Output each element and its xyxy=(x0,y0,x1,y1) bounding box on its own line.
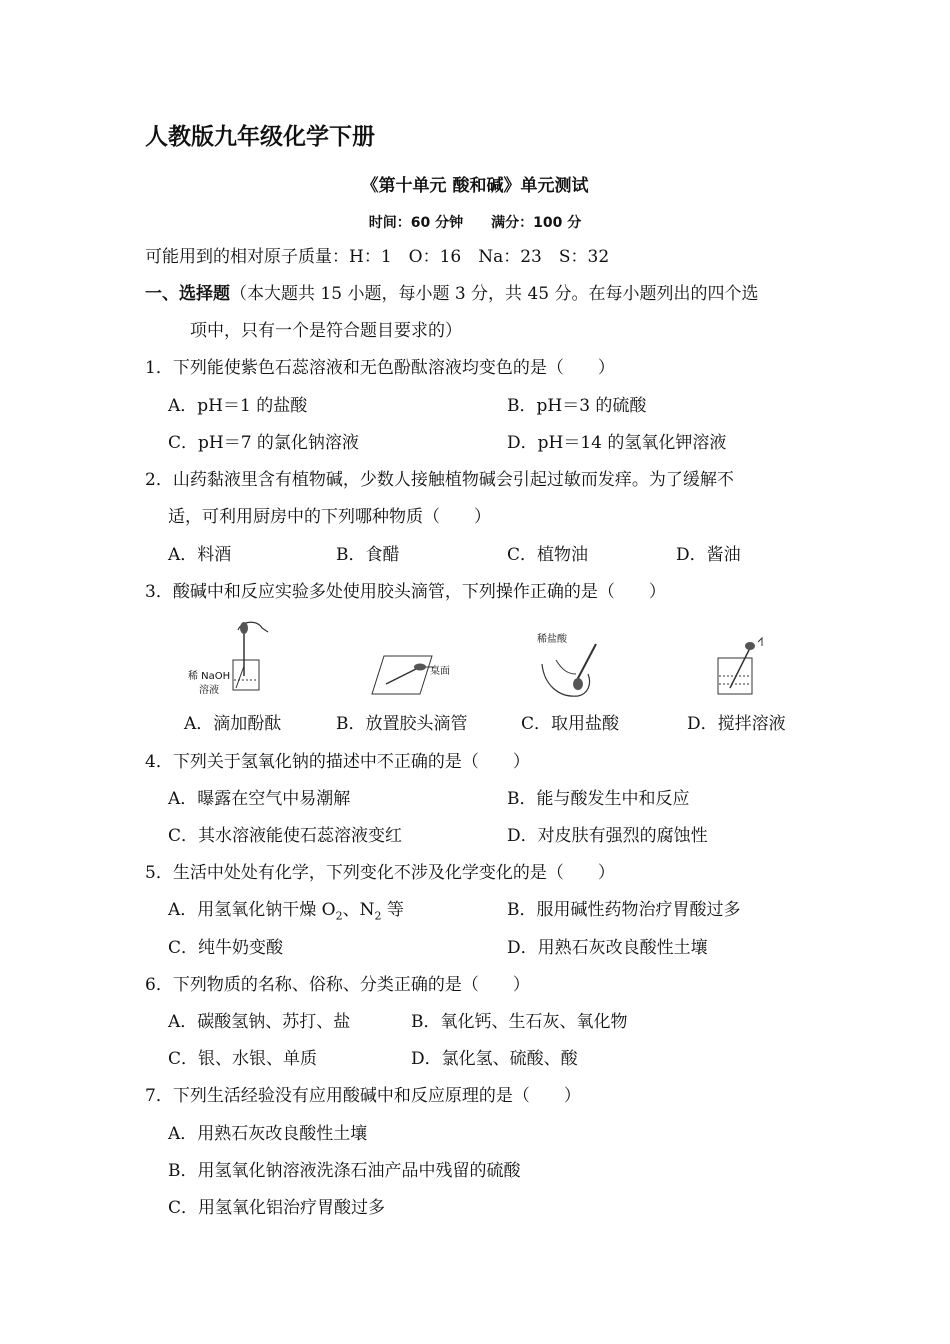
q6-option-d: D．氯化氢、硫酸、酸 xyxy=(411,1049,578,1069)
q5-option-a xyxy=(168,899,404,927)
fig-c-hand-dropper-image xyxy=(538,640,610,702)
q3-option-b: B．放置胶头滴管 xyxy=(336,714,468,734)
section-heading: 一、选择题 xyxy=(145,284,230,304)
question-5-stem: 5．生活中处处有化学，下列变化不涉及化学变化的是（ ） xyxy=(145,863,615,883)
atomic-masses: 可能用到的相对原子质量：H：1 O：16 Na：23 S：32 xyxy=(145,247,610,267)
document-title: 人教版九年级化学下册 xyxy=(145,124,375,150)
section-instruction: （本大题共 15 小题，每小题 3 分，共 45 分。在每小题列出的四个选 xyxy=(230,284,759,304)
fig-c-label-hcl: 稀盐酸 xyxy=(537,634,567,645)
q2-option-d: D．酱油 xyxy=(676,545,741,565)
question-6-stem: 6．下列物质的名称、俗称、分类正确的是（ ） xyxy=(145,975,530,995)
q6-option-a: A．碳酸氢钠、苏打、盐 xyxy=(168,1012,351,1032)
q5-option-a-sub-n2: 2 xyxy=(374,909,382,923)
q4-option-a: A．曝露在空气中易潮解 xyxy=(168,789,351,809)
fig-a-label-solution: 溶液 xyxy=(199,685,219,696)
q4-option-c: C．其水溶液能使石蕊溶液变红 xyxy=(168,826,403,846)
q2-option-b: B．食醋 xyxy=(336,545,400,565)
q3-option-a: A．滴加酚酞 xyxy=(184,714,282,734)
q1-option-b: B．pH＝3 的硫酸 xyxy=(507,396,647,416)
q4-option-b: B．能与酸发生中和反应 xyxy=(507,789,690,809)
q7-option-a: A．用熟石灰改良酸性土壤 xyxy=(168,1124,368,1144)
fig-a-label-naoh: 稀 NaOH xyxy=(188,671,231,682)
q5-option-c: C．纯牛奶变酸 xyxy=(168,938,284,958)
fig-b-label-desk: 桌面 xyxy=(430,666,450,677)
q5-option-d: D．用熟石灰改良酸性土壤 xyxy=(507,938,708,958)
q1-option-c: C．pH＝7 的氯化钠溶液 xyxy=(168,433,359,453)
q5-option-b: B．服用碱性药物治疗胃酸过多 xyxy=(507,900,741,920)
q6-option-b: B．氧化钙、生石灰、氧化物 xyxy=(411,1012,628,1032)
q1-option-d: D．pH＝14 的氢氧化钾溶液 xyxy=(507,433,727,453)
q2-option-c: C．植物油 xyxy=(507,545,589,565)
q3-option-c: C．取用盐酸 xyxy=(521,714,620,734)
q4-option-d: D．对皮肤有强烈的腐蚀性 xyxy=(507,826,708,846)
question-3-stem: 3．酸碱中和反应实验多处使用胶头滴管，下列操作正确的是（ ） xyxy=(145,582,666,602)
q2-option-a: A．料酒 xyxy=(168,545,232,565)
question-1-stem: 1．下列能使紫色石蕊溶液和无色酚酞溶液均变色的是（ ） xyxy=(145,358,615,378)
fig-d-stirring-image xyxy=(714,636,770,698)
q7-option-b: B．用氢氧化钠溶液洗涤石油产品中残留的硫酸 xyxy=(168,1161,521,1181)
section-heading-line xyxy=(145,283,759,305)
fig-a-dropper-beaker-image xyxy=(228,618,278,694)
question-2-stem-cont: 适，可利用厨房中的下列哪种物质（ ） xyxy=(168,507,491,527)
q1-option-a: A．pH＝1 的盐酸 xyxy=(168,396,308,416)
q5-option-a-text: A．用氢氧化钠干燥 O xyxy=(168,900,336,920)
q7-option-c: C．用氢氧化铝治疗胃酸过多 xyxy=(168,1198,386,1218)
question-2-stem: 2．山药黏液里含有植物碱，少数人接触植物碱会引起过敏而发痒。为了缓解不 xyxy=(145,470,734,490)
time-and-score: 时间：60 分钟 满分：100 分 xyxy=(368,215,582,231)
q5-option-a-sub-o2: 2 xyxy=(335,909,343,923)
question-7-stem: 7．下列生活经验没有应用酸碱中和反应原理的是（ ） xyxy=(145,1086,581,1106)
section-instruction-cont: 项中，只有一个是符合题目要求的） xyxy=(190,321,462,341)
q5-option-a-end: 等 xyxy=(381,900,404,920)
q6-option-c: C．银、水银、单质 xyxy=(168,1049,318,1069)
unit-subtitle: 《第十单元 酸和碱》单元测试 xyxy=(361,176,589,196)
question-4-stem: 4．下列关于氢氧化钠的描述中不正确的是（ ） xyxy=(145,752,530,772)
q3-option-d: D．搅拌溶液 xyxy=(687,714,786,734)
q5-option-a-mid: 、N xyxy=(342,900,375,920)
